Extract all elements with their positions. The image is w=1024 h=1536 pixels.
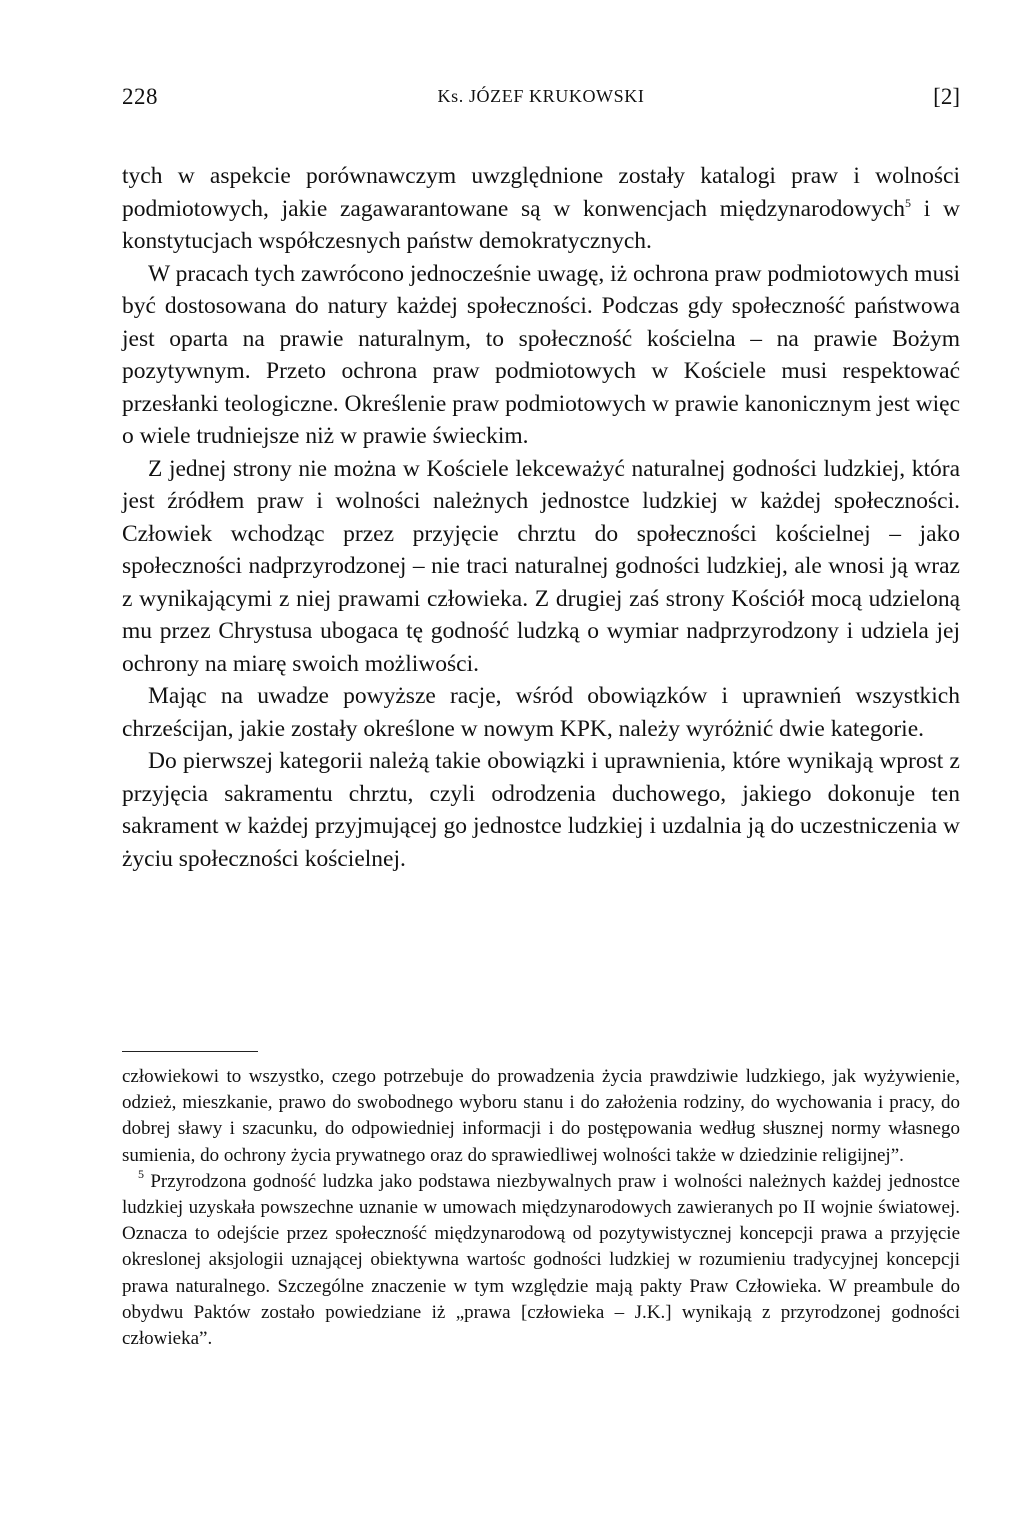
footnote-separator (122, 1051, 258, 1052)
footnote-5-mark: 5 (138, 1166, 144, 1181)
paragraph-2: W pracach tych zawrócono jednocześnie uwagę, iż ochrona praw podmiotowych musi być dostosowana do natury każdej społeczności. Podczas gdy społeczność państwowa jest oparta na prawie naturalnym, to społeczność kościelna – na prawie Bożym pozytywnym. Przeto ochrona praw podmiotowych w Kościele musi respektować przesłanki teologiczne. Określenie praw podmiotowych w prawie kanonicznym jest więc o wiele trudniejsze niż w prawie świeckim. (122, 260, 960, 449)
section-marker: [2] (933, 84, 960, 109)
page-number: 228 (122, 84, 158, 109)
footnotes (122, 1064, 960, 1352)
footnote-continuation: człowiekowi to wszystko, czego potrzebuje do prowadzenia życia prawdziwie ludzkiego, jak wyżywienie, odzież, mieszkanie, prawo do swobodnego wyboru stanu i do założenia rodziny, do wychowania i pracy, do dobrej sławy i szacunku, do odpowiedniej informacji i do postępowania według słusznej normy własnego sumienia, do ochrony życia prywatnego oraz do sprawiedliwej wolności także w dziedzinie religijnej”. (122, 1066, 960, 1166)
paragraph-1-text-a: tych w aspekcie porównawczym uwzględnione zostały katalogi praw i wolności podmiotowych, jakie zagawarantowane są w konwencjach międzynarodowych (122, 163, 960, 222)
footnote-5-text: Przyrodzona godność ludzka jako podstawa niezbywalnych praw i wolności należnych każdej jednostce ludzkiej uzyskała powszechne uznanie w umowach międzynarodowych zawieranych po II wojnie światowej. Oznacza to odejście przez społeczność międzynarodową od pozytywistycznej koncepcji prawa a przyjęcie okreslonej aksjologii uznającej obiektywna wartośc godności ludzkiej w rozumieniu tradycyjnej koncepcji prawa naturalnego. Szczególne znaczenie w tym względzie mają pakty Praw Człowieka. W preambule do obydwu Paktów zostało powiedziane iż „prawa [człowieka – J.K.] wynikają z przyrodzonej godności człowieka”. (122, 1170, 960, 1350)
footnote-ref-5: 5 (905, 195, 912, 210)
main-text (122, 160, 960, 875)
paragraph-3: Z jednej strony nie można w Kościele lekceważyć naturalnej godności ludzkiej, która jest źródłem praw i wolności należnych jednostce ludzkiej w każdej społeczności. Człowiek wchodząc przez przyjęcie chrztu do społeczności kościelnej – jako społeczności nadprzyrodzonej – nie traci naturalnej godności ludzkiej, ale wnosi ją wraz z wynikającymi z niej prawami człowieka. Z drugiej zaś strony Kościół mocą udzieloną mu przez Chrystusa ubogaca tę godność ludzką o wymiar nadprzyrodzony i udziela jej ochrony na miarę swoich możliwości. (122, 455, 960, 677)
paragraph-1-text-b: i w konstytucjach współczesnych państw demokratycznych. (122, 195, 960, 254)
paragraph-5: Do pierwszej kategorii należą takie obowiązki i uprawnienia, które wynikają wprost z przyjęcia sakramentu chrztu, czyli odrodzenia duchowego, jakiego dokonuje ten sakrament w każdej przyjmującej go jednostce ludzkiej i uzdalnia ją do uczestniczenia w życiu społeczności kościelnej. (122, 748, 960, 872)
footnote-5 (122, 1166, 960, 1352)
running-title: Ks. JÓZEF KRUKOWSKI (437, 86, 645, 106)
paragraph-4: Mając na uwadze powyższe racje, wśród obowiązków i uprawnień wszystkich chrześcijan, jakie zostały określone w nowym KPK, należy wyróżnić dwie kategorie. (122, 683, 960, 742)
page-header (122, 84, 960, 124)
paragraph-1 (122, 160, 960, 258)
